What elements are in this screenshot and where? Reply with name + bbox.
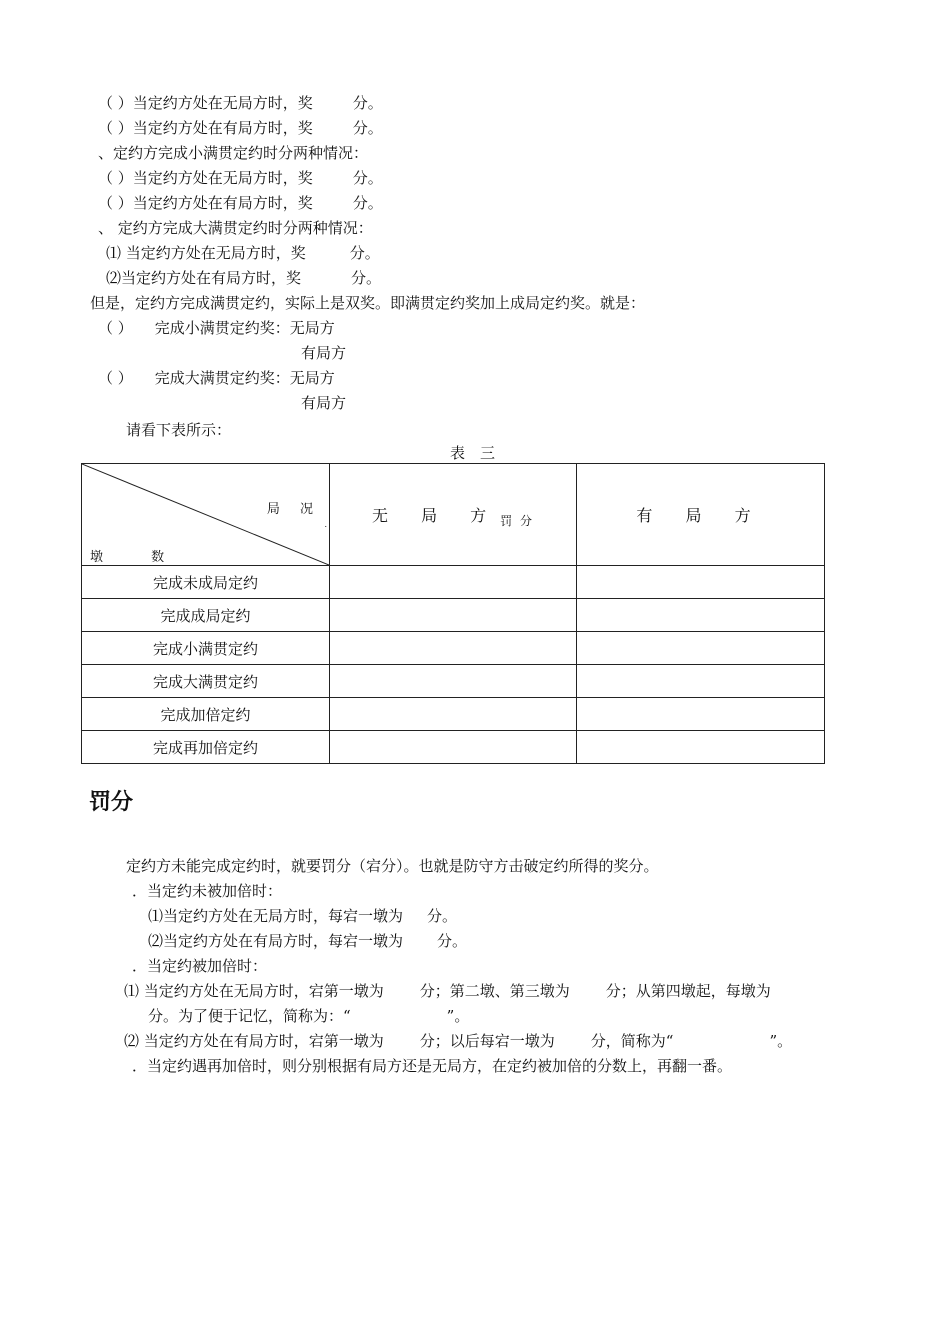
penalty-line: ．当定约遇再加倍时，则分别根据有局方还是无局方，在定约被加倍的分数上，再翻一番。: [132, 1057, 733, 1075]
cell: [330, 599, 577, 632]
table-row: [82, 599, 825, 632]
penalty-line: ⑵ 当定约方处在有局方时，宕第一墩为 分；以后每宕一墩为 分，简称为“ ”。: [124, 1032, 793, 1050]
penalty-line: 分。为了便于记忆，简称为：“ ”。: [148, 1007, 470, 1025]
rule-line: （ ）当定约方处在无局方时，奖 分。: [98, 169, 383, 187]
rule-line: 请看下表所示：: [126, 421, 232, 439]
cell: [577, 599, 825, 632]
col-header-nonvul: 无 局 方$_{罚 分}$: [330, 464, 577, 566]
penalty-line: ⑴当定约方处在无局方时，每宕一墩为 分。: [148, 907, 458, 925]
rule-line: （ ） 完成小满贯定约奖：无局方: [98, 319, 335, 337]
row-label: 完成成局定约: [82, 599, 330, 632]
rule-line: 但是，定约方完成满贯定约，实际上是双奖。即满贯定约奖加上成局定约奖。就是：: [90, 294, 646, 312]
row-label: 完成再加倍定约: [82, 731, 330, 764]
penalty-line: ⑴ 当定约方处在无局方时，宕第一墩为 分；第二墩、第三墩为 分；从第四墩起，每墩为: [124, 982, 771, 1000]
row-label: 完成小满贯定约: [82, 632, 330, 665]
penalty-line: ⑵当定约方处在有局方时，每宕一墩为 分。: [148, 932, 468, 950]
corner-dot: .: [324, 520, 327, 529]
rule-line: ⑵当定约方处在有局方时，奖 分。: [106, 269, 382, 287]
penalty-line: 定约方未能完成定约时，就要罚分（宕分）。也就是防守方击破定约所得的奖分。: [126, 857, 659, 875]
cell: [330, 731, 577, 764]
corner-bottom-label: 墩 数: [90, 550, 187, 565]
cell: [577, 731, 825, 764]
cell: [330, 665, 577, 698]
rule-line: （ ）当定约方处在有局方时，奖 分。: [98, 119, 383, 137]
table-header-row: [82, 464, 825, 566]
table-row: [82, 698, 825, 731]
col-header-vul: 有 局 方: [577, 464, 825, 566]
rule-line: 有局方: [301, 344, 347, 362]
row-label: 完成加倍定约: [82, 698, 330, 731]
row-label: 完成未成局定约: [82, 566, 330, 599]
table-row: [82, 665, 825, 698]
cell: [330, 566, 577, 599]
row-label: 完成大满贯定约: [82, 665, 330, 698]
corner-cell: [82, 464, 330, 566]
table-row: [82, 632, 825, 665]
score-table: [81, 463, 825, 764]
corner-top-label: 局 况: [266, 502, 321, 517]
table-row: [82, 731, 825, 764]
cell: [577, 665, 825, 698]
section-heading: 罚分: [89, 790, 134, 815]
cell: [577, 566, 825, 599]
rule-line: （ ）当定约方处在有局方时，奖 分。: [98, 194, 383, 212]
rule-line: 、定约方完成小满贯定约时分两种情况：: [98, 144, 369, 162]
table-caption: 表 三: [450, 444, 496, 462]
rule-line: 有局方: [301, 394, 347, 412]
rule-line: （ ） 完成大满贯定约奖：无局方: [98, 369, 335, 387]
penalty-line: ．当定约未被加倍时：: [132, 882, 283, 900]
cell: [330, 698, 577, 731]
cell: [577, 698, 825, 731]
rule-line: ⑴ 当定约方处在无局方时，奖 分。: [106, 244, 380, 262]
col-header-sub: 罚 分: [500, 514, 534, 528]
cell: [577, 632, 825, 665]
cell: [330, 632, 577, 665]
rule-line: 、 定约方完成大满贯定约时分两种情况：: [98, 219, 373, 237]
penalty-line: ．当定约被加倍时：: [132, 957, 268, 975]
rule-line: （ ）当定约方处在无局方时，奖 分。: [98, 94, 383, 112]
table-row: [82, 566, 825, 599]
